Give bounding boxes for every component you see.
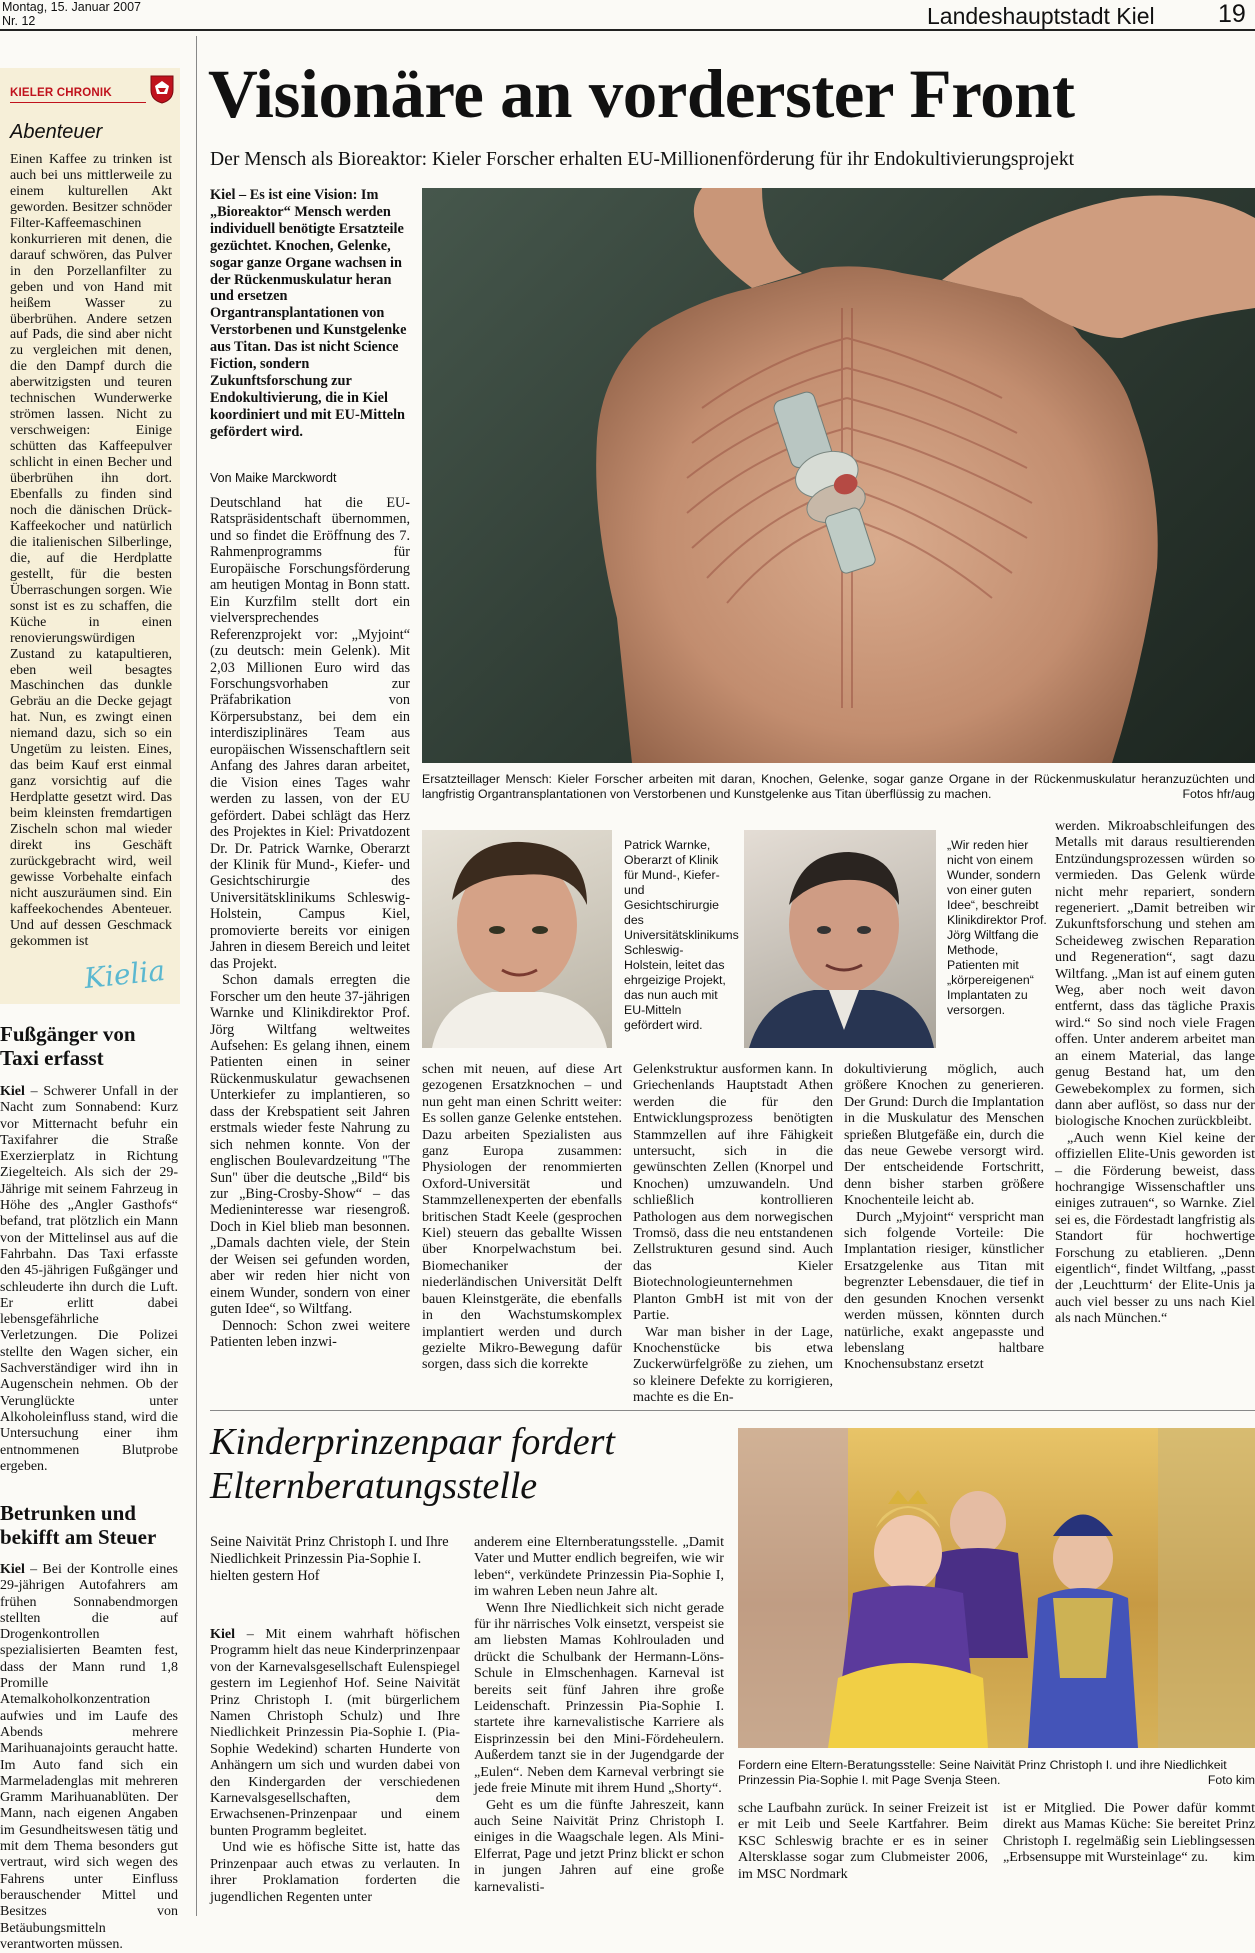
wiltfang-portrait [744,830,936,1048]
sidebar-divider [196,36,197,1916]
main-photo-back [422,188,1255,763]
main-byline: Von Maike Marckwordt [210,471,337,485]
wiltfang-photo [744,830,936,1048]
news2-title: Betrunken und bekifft am Steuer [0,1501,157,1549]
second-col4 [1003,1800,1255,1920]
kiel-crest-icon [149,74,175,104]
header-section: Landeshauptstadt Kiel [927,3,1155,29]
main-col4: dokultivierung möglich, auch größere Knochen zu generieren. Der Grund: Durch die Implantation in die Muskulatur des Menschen sprießen Blutgefäße ein, durch die das neue Gewebe versorgt wird. Der entscheidende Fortschritt, denn bisher starben größere Knochenteile leicht ab. Durch „Myjoint“ verspricht man sich folgende Vorteile: Die Implantation riesiger, künstlicher Ersatzgelenke aus Titan mit begrenzter Lebensdauer, die tief in den gesunden Knochen versenkt werden müssen, könnten durch natürliche, exakt angepasste und lebenslang haltbare Knochensubstanz ersetzt [844,1061,1044,1373]
second-col1: Kiel – Mit einem wahrhaft höfischen Programm hielt das neue Kinderprinzenpaar von der Karnevalsgesellschaft Eulenspiegel gestern im Legienhof Hof. Seine Naivität Prinz Christoph I. (mit bürgerlichem Namen Christoph Schulz) und Ihre Niedlichkeit Prinzessin Pia-Sophie I. (Pia-Sophie Wedekind) scharten Hunderte von Anhängern um sich und wurden dabei von den Kindergarden der verschiedenen Karnevalsgesellschaften, dem Erwachsenen-Prinzenpaar und einem bunten Programm begleitet. Und wie es höfische Sitte ist, hatte das Prinzenpaar auch etwas zu verlauten. In ihrer Proklamation forderten die jugendlichen Regenten unter [210,1626,460,1905]
main-subheadline: Der Mensch als Bioreaktor: Kieler Forscher erhalten EU-Millionenförderung für ihr Endokultivierungsprojekt [210,149,1075,170]
main-photo-caption [422,772,1255,802]
news1-title: Fußgänger von Taxi erfasst [0,1022,136,1070]
main-intro: Kiel – Es ist eine Vision: Im „Bioreaktor“ Mensch werden individuell benötigte Ersatzteile gezüchtet. Knochen, Gelenke, sogar ganze Organe wachsen in der Rückenmuskulatur heran und ersetzen Organtransplantationen von Verstorbenen und Kunstgelenke aus Titan. Das ist nicht Science Fiction, sondern Zukunftsforschung zur Endokultivierung, die in Kiel koordiniert und mit EU-Mitteln gefördert wird. [210,187,407,440]
news2-body: – Bei der Kontrolle eines 29-jährigen Autofahrers am frühen Sonnabendmorgen stellten die auf Drogenkontrollen spezialisierten Beamten fest, dass der Mann rund 1,8 Promille Atemalkoholkonzentration aufwies und im Laufe des Abends mehrere Marihuanajoints geraucht hatte. Im Auto fand sich ein Marmeladenglas mit mehreren Gramm Marihuanablüten. Der Mann, nach eigenen Angaben im Gesundheitswesen tätig und mit dem Thema besonders gut vertraut, wird sich wegen des Fahrens unter Einfluss berauschender Mittel und Besitzes von Betäubungsmitteln verantworten müssen. [0,1562,178,1952]
page-number: 19 [1218,0,1246,28]
second-lead: Kiel [210,1626,236,1642]
second-headline: Kinderprinzenpaar fordert Elternberatungsstelle [210,1421,615,1507]
main-col2: schen mit neuen, auf diese Art gezogenen Ersatzknochen – und nun geht man einen Schritt weiter: Es sollen ganze Gelenke entstehen. Dazu arbeiten Spezialisten aus ganz Europa zusammen: Physiologen der renommierten Oxford-Universität und Stammzellenexperten der ebenfalls britischen Stadt Keele (gesprochen Kiel) steuern das geballte Wissen über Knorpelwachstum bei. Biomechaniker der niederländischen Universität Delft bauen Kleinstgeräte, die ebenfalls in den Wachstumskomplex implantiert werden und durch gezielte Mikro-Bewegung dafür sorgen, dass sich die korrekte [422,1061,622,1373]
carnival-caption-text: Fordern eine Eltern-Beratungsstelle: Seine Naivität Prinz Christoph I. und ihre Niedlichkeit Prinzessin Pia-Sophie I. mit Page Svenja Steen. [738,1758,1227,1787]
news1-text [0,1084,178,1512]
news2-lead: Kiel [0,1562,25,1577]
second-col4-credit: kim [1233,1849,1255,1866]
warnke-photo [422,830,612,1048]
article-divider [210,1410,1255,1411]
main-col3: Gelenkstruktur ausformen kann. In Griechenlands Hauptstadt Athen werden die für den Entwicklungsprozess benötigten Stammzellen auf ihre Fähigkeit untersucht, sich in die gewünschten Zellen (Knorpel und Knochen) umzuwandeln. Und schließlich kontrollieren Pathologen aus dem norwegischen Tromsö, dass die neu entstandenen Zellstrukturen gesund sind. Auch das Kieler Biotechnologieunternehmen Planton GmbH ist mit von der Partie. War man bisher in der Lage, Knochenstücke bis etwa Zuckerwürfelgröße zu ziehen, um so kleinere Defekte zu korrigieren, machte es die En- [633,1061,833,1406]
header-date: Montag, 15. Januar 2007 [2,0,141,14]
carnival-children-picture [738,1428,1255,1748]
second-col1-body: – Mit einem wahrhaft höfischen Programm hielt das neue Kinderprinzenpaar von der Karnevalsgesellschaft Eulenspiegel gestern im Legienhof Hof. Seine Naivität Prinz Christoph I. (mit bürgerlichem Namen Christoph Schulz) und Ihre Niedlichkeit Prinzessin Pia-Sophie I. (Pia-Sophie Wedekind) scharten Hunderte von Anhängern um sich und wurden dabei von den Kindergarden der verschiedenen Karnevalsgesellschaften, dem Erwachsenen-Prinzenpaar und einem bunten Programm begleitet. [210,1626,460,1839]
warnke-caption: Patrick Warnke, Oberarzt of Klinik für Mund-, Kiefer- und Gesichtschirurgie des Universitätsklinikums Schleswig-Holstein, leitet das ehrgeizige Projekt, das nun auch mit EU-Mitteln gefördert wird. [624,838,739,1032]
main-headline: Visionäre an vorderster Front [208,56,1075,132]
second-col3: sche Laufbahn zurück. In seiner Freizeit ist er mit Leib und Seele Kartfahrer. Beim KSC Schleswig brachte er es in seiner Altersklasse sogar zum Clubmeister 2006, im MSC Nordmark [738,1800,988,1882]
main-photo-credit: Fotos hfr/aug [1182,787,1255,801]
main-col5: werden. Mikroabschleifungen des Metalls mit daraus resultierenden Entzündungsprozessen würden so vermieden. Das Gelenk würde nicht mehr repariert, sondern regeneriert. „Damit betreiben wir Zukunftsforschung und stehen am Scheideweg zwischen Reparation und Regeneration“, sagt dazu Wiltfang. „Man ist auf einem guten Weg, aber noch weit davon entfernt, dass das tägliche Praxis wird.“ So sind noch viele Fragen offen. Unter anderem arbeitet man an einem Material, das lange genug Bestand hat, um den Gewebekomplex zu formen, sich dann aber auflöst, so dass nur der biologische Knochen zurückbleibt. „Auch wenn Kiel keine der offiziellen Elite-Unis geworden ist – die Förderung beweist, dass hochrangige Wissenschaftler uns einiges zutrauen“, so Warnke. Ziel sei es, die Fördestadt langfristig als Standort für hochwertige Forschung zu etablieren. „Denn eigentlich“, findet Wiltfang, „passt der ‚Leuchtturm‘ der Elite-Unis ja auch viel besser zu uns nach Kiel als nach München.“ [1055,818,1255,1327]
second-subheadline: Seine Naivität Prinz Christoph I. und Ihre Niedlichkeit Prinzessin Pia-Sophie I. hielten gestern Hof [210,1534,449,1584]
human-back-illustration [422,188,1255,763]
kolumne-logo [10,84,175,114]
kolumne-title: Abenteuer [10,121,103,143]
news1-lead: Kiel [0,1084,25,1099]
news1-body: – Schwerer Unfall in der Nacht zum Sonnabend: Kurz vor Mitternacht befuhr ein Taxifahrer die Straße Exerzierplatz in Richtung Ziegelteich. Als sich der 29-Jährige mit seinem Fahrzeug in Höhe des „Angler Gasthofs“ befand, trat plötzlich ein Mann von der Mittelinsel aus auf die Fahrbahn. Das Taxi erfasste den 45-jährigen Fußgänger und schleuderte ihn durch die Luft. Er erlitt dabei lebensgefährliche Verletzungen. Die Polizei stellte den Wagen sicher, ein Sachverständiger wird ihn in Augenschein nehmen. Ob der Verunglückte unter Alkoholeinfluss stand, wird die Untersuchung einer ihm entnommenen Blutprobe ergeben. [0,1084,178,1474]
second-col4-body: ist er Mitglied. Die Power dafür kommt direkt aus Mamas Küche: Sie bereitet Prinz Christoph I. regelmäßig sein Lieblingsessen „Erbsensuppe mit Wursteinlage“ zu. [1003,1800,1255,1866]
kolumne-logo-underline [10,102,146,103]
header-rule [0,29,1255,31]
wiltfang-caption: „Wir reden hier nicht von einem Wunder, sondern von einer guten Idee“, beschreibt Klinikdirektor Prof. Jörg Wiltfang die Methode, Patienten mit „körpereigenen“ Implantaten zu versorgen. [947,838,1047,1017]
kolumne-logo-text: KIELER CHRONIK [10,87,112,99]
warnke-portrait [422,830,612,1048]
main-col1: Deutschland hat die EU-Ratspräsidentschaft übernommen, und so findet die Eröffnung des 7. Rahmenprogramms für Europäische Forschungsförderung am heutigen Montag in Bonn statt. Ein Kurzfilm stellt dort ein vielversprechendes Referenzprojekt vor: „Myjoint“ (zu deutsch: mein Gelenk). Mit 2,03 Millionen Euro wird das Forschungsvorhaben zur Präfabrikation von Körpersubstanz, bei dem ein interdisziplinäres Team aus europäischen Wissenschaftlern seit Anfang des Jahres daran arbeitet, die Vision eines Tages wahr werden zu lassen, von der EU gefördert. Dabei schlägt das Herz des Projektes in Kiel: Privatdozent Dr. Dr. Patrick Warnke, Oberarzt der Klinik für Mund-, Kiefer- und Gesichtschirurgie des Universitätsklinikums Schleswig-Holstein, Campus Kiel, promovierte bereits vor einigen Jahren in diesem Bereich und leitet das Projekt. Schon damals erregten die Forscher um den heute 37-jährigen Warnke und Klinikdirektor Prof. Jörg Wiltfang weltweites Aufsehen: Es gelang ihnen, einem Patienten einen in seiner Rückenmuskulatur gewachsenen Unterkiefer zu implantieren, so dass der Krebspatient seit Jahren erstmals wieder feste Nahrung zu sich nehmen konnte. Von der englischen Boulevardzeitung "The Sun" über die deutsche „Bild“ bis zur „Bing-Crosby-Show“ – das Medieninteresse war riesengroß. Doch in Kiel blieb man besonnen. „Damals dachten viele, der Stein der Weisen sei gefunden worden, aber wir reden hier nicht von einem Wunder, sondern von einer guten Idee“, so Wiltfang. Dennoch: Schon zwei weitere Patienten leben inzwi- [210,495,410,1351]
kolumne-signature: Kielia [82,953,167,996]
carnival-photo [738,1428,1255,1748]
carnival-photo-caption [738,1758,1255,1788]
news2-text [0,1562,178,1952]
main-photo-caption-text: Ersatzteillager Mensch: Kieler Forscher arbeiten mit daran, Knochen, Gelenke, sogar ganze Organe in der Rückenmuskulatur heranzuzüchten und langfristig Organtransplantationen von Verstorbenen und Kunstgelenke aus Titan überflüssig zu machen. [422,772,1255,801]
second-col2: anderem eine Elternberatungsstelle. „Damit Vater und Mutter endlich begreifen, wie wir leben“, verkündete Prinzessin Pia-Sophie I, im wahren Leben neun Jahre alt. Wenn Ihre Niedlichkeit sich nicht gerade für ihr närrisches Volk einsetzt, verspeist sie am liebsten Mamas Kohlrouladen und drückt die Schulbank der Hermann-Löns-Schule in Elmschenhagen. Karneval ist bereits seit fünf Jahren ihre große Leidenschaft. Prinzessin Pia-Sophie I. startete ihre karnevalistische Karriere als Eisprinzessin bei den Mini-Fördeheulern. Außerdem tanzt sie in der Jugendgarde der „Eulen“. Neben dem Karneval verbringt sie jede freie Minute mit ihrem Hund „Shorty“. Geht es um die fünfte Jahreszeit, kann auch Seine Naivität Prinz Christoph I. einiges in die Waagschale legen. Als Mini-Elferrat, Page und jetzt Prinz blickt er schon in jungen Jahren auf eine große karnevalisti- [474,1534,724,1895]
header-issue: Nr. 12 [2,14,36,28]
kolumne-text: Einen Kaffee zu trinken ist auch bei uns mittlerweile zu einem kulturellen Akt geworden. Besitzer schnöder Filter-Kaffeemaschinen konkurrieren mit denen, die darauf schwören, das Pulver in den Porzellanfilter zu geben und von Hand mit heißem Wasser zu überbrühen. Andere setzen auf Pads, die sind aber nicht zu vergleichen mit denen, die den Dampf durch die aberwitzigsten und teuren technischen Wunderwerke strömen lassen. Nicht zu verschweigen: Einige schütten das Kaffeepulver schlicht in einen Becher und überbrühen ihn dort. Ebenfalls zu finden sind noch die dänischen Drück-Kaffeekocher und natürlich die italienischen Silberlinge, die, auf die Herdplatte gestellt, für die besten Überraschungen sorgen. Wie sonst ist es zu schaffen, die Küche in einen renovierungswürdigen Zustand zu katapultieren, eben weil besagtes Maschinchen das dunkle Gebräu an die Decke gejagt hat. Nun, es zwingt einen niemand dazu, sich so ein Ungetüm zu leisten. Eines, das beim Kauf erst einmal ganz vorsichtig auf die Herdplatte gesetzt wird. Das beim kleinsten fremdartigen Zischeln schon mal wieder direkt ins Geschäft zurückgebracht wird, weil gewisse Vorbehalte einfach nicht auszuräumen sind. Ein kaffeekochendes Abenteuer. Und auf dessen Geschmack gekommen ist [10,152,172,949]
carnival-photo-credit: Foto kim [1207,1773,1255,1787]
